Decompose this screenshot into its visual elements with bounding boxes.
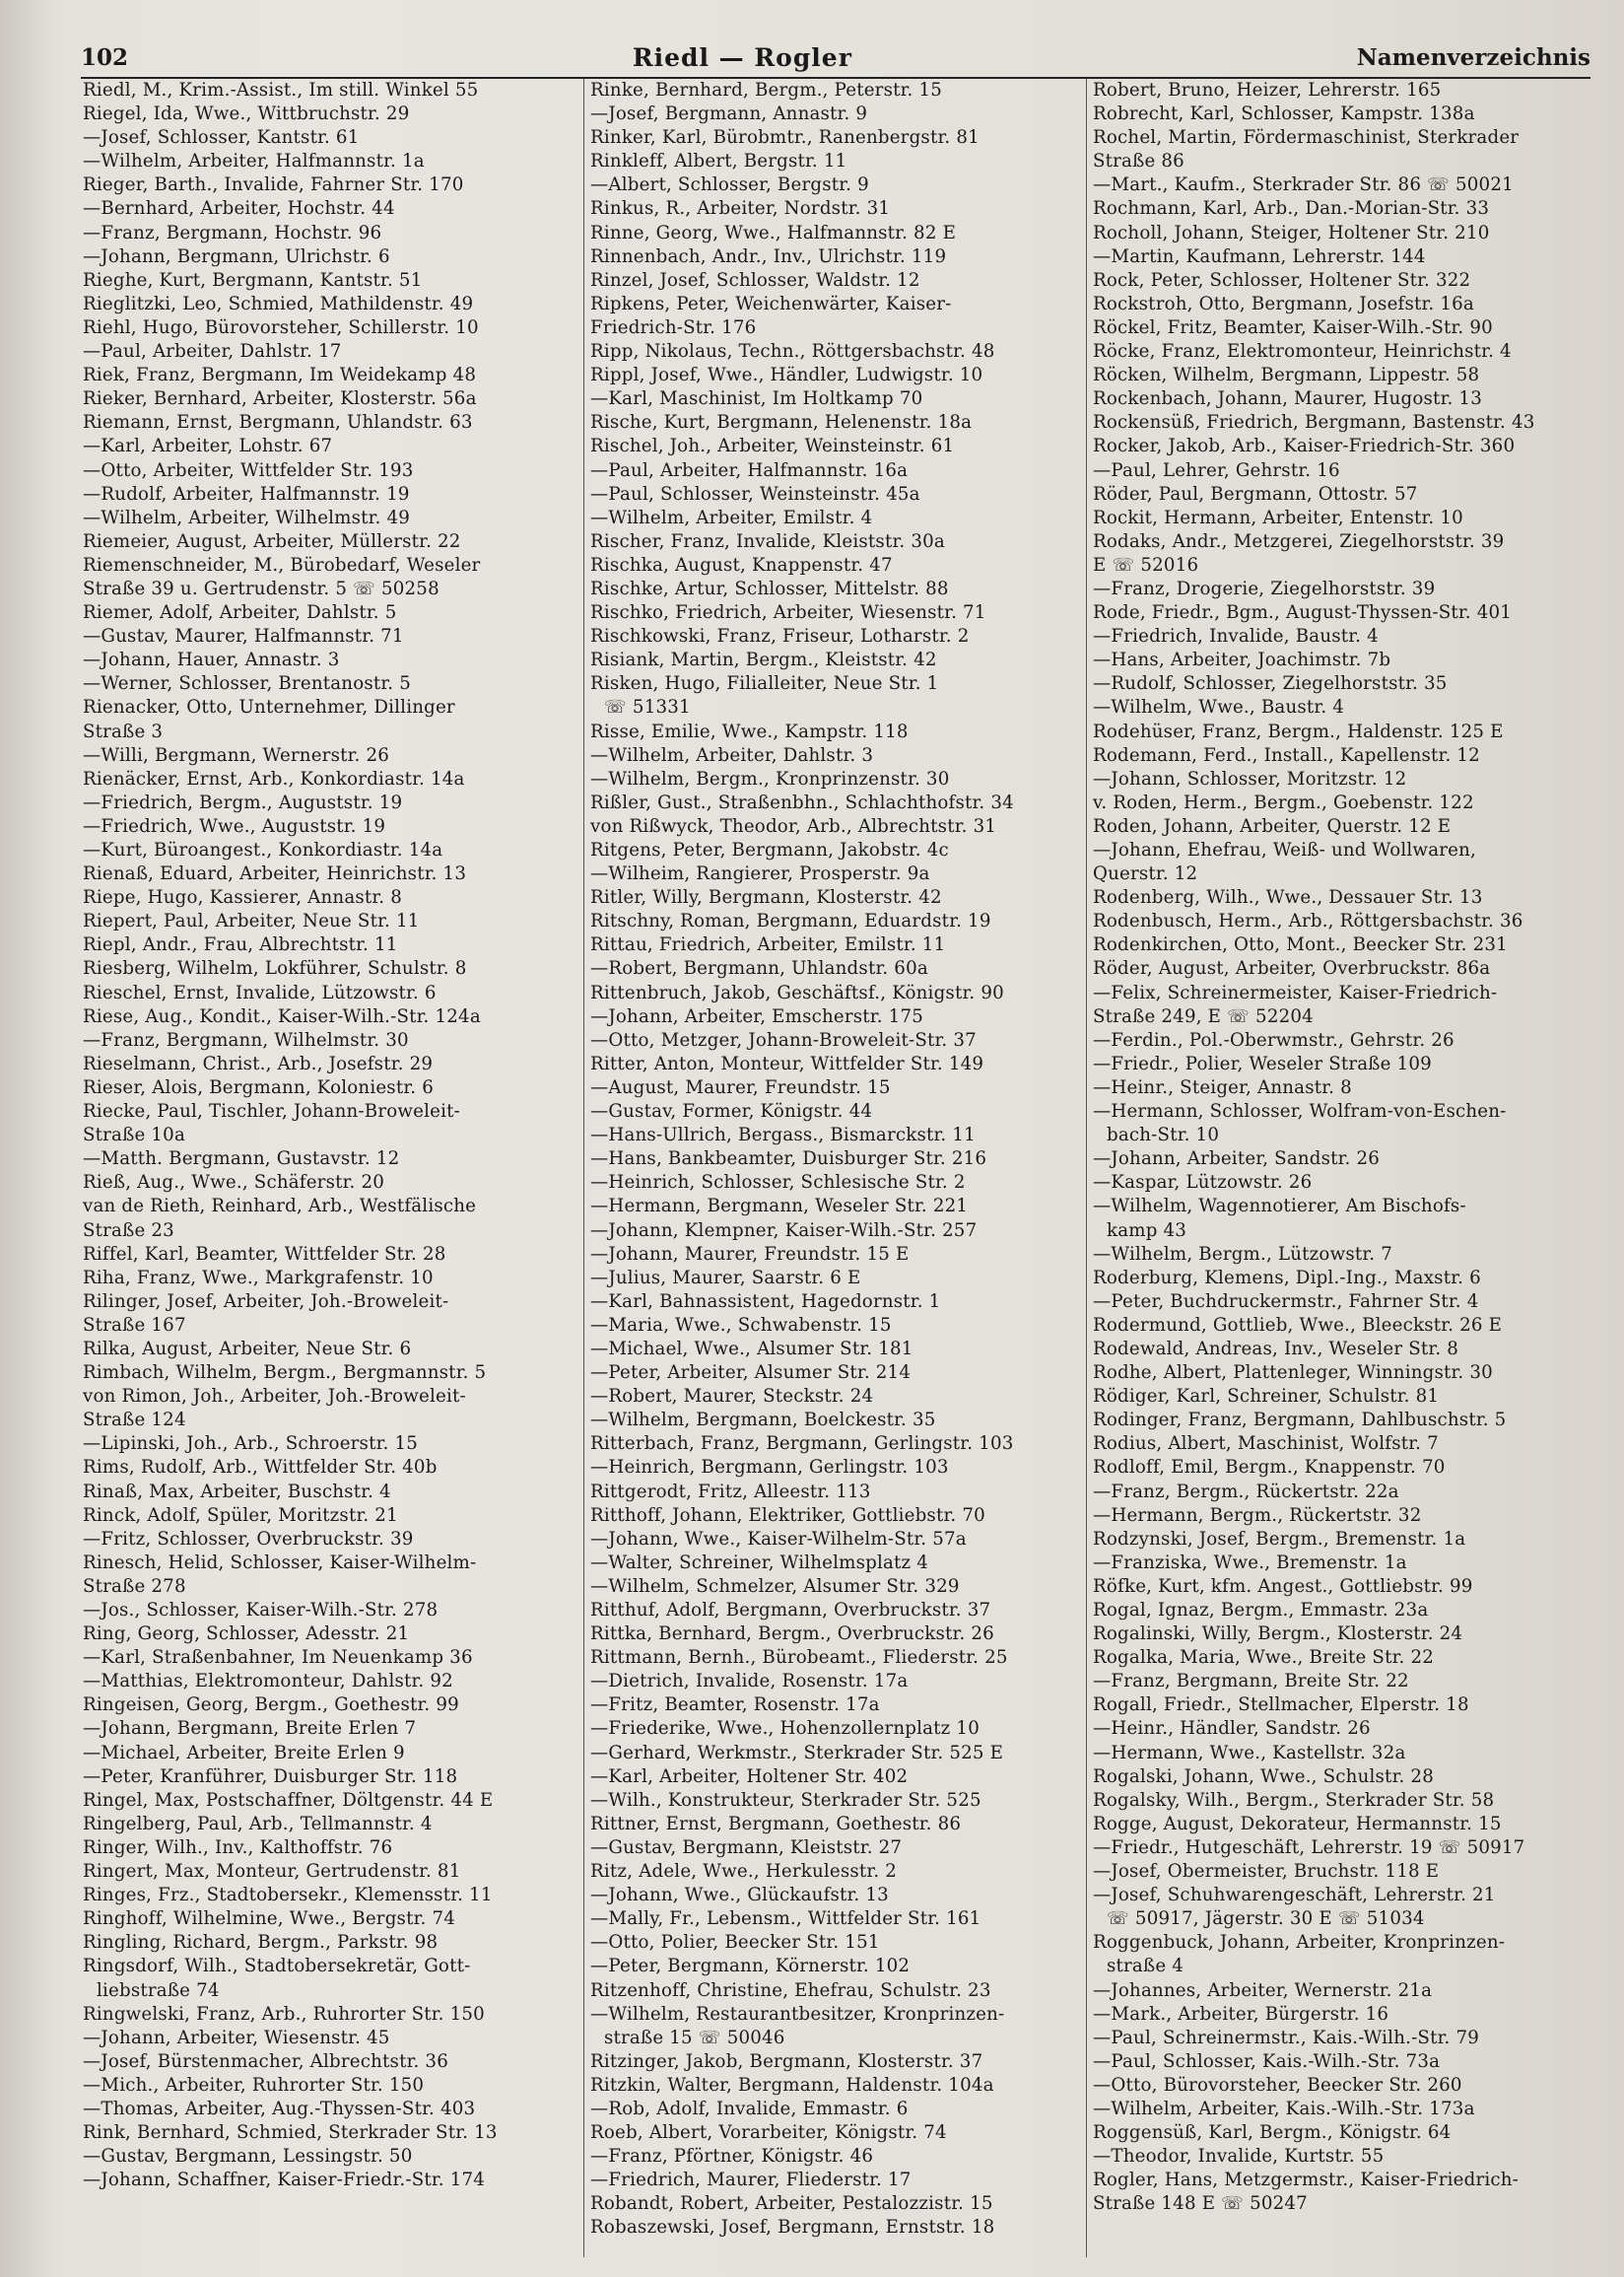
directory-entry: Rinke, Bernhard, Bergm., Peterstr. 15 [590, 80, 943, 101]
directory-entry: Rodenbusch, Herm., Arb., Röttgersbachstr. 36 [1093, 911, 1523, 932]
directory-entry: Ringeisen, Georg, Bergm., Goethestr. 99 [83, 1694, 459, 1716]
directory-entry: Straße 10a [83, 1125, 185, 1146]
directory-entry: Rieschel, Ernst, Invalide, Lützowstr. 6 [83, 982, 437, 1003]
directory-entry: —Franz, Drogerie, Ziegelhorststr. 39 [1093, 578, 1436, 599]
directory-entry: Ripp, Nikolaus, Techn., Röttgersbachstr. 48 [590, 341, 995, 363]
directory-entry: —Wilhelm, Arbeiter, Dahlstr. 3 [590, 744, 874, 766]
directory-entry: Rienäcker, Ernst, Arb., Konkordiastr. 14a [83, 768, 465, 790]
directory-entry: Rittenbruch, Jakob, Geschäftsf., Königstr. 90 [590, 982, 1004, 1003]
directory-entry: Rienacker, Otto, Unternehmer, Dillinger [83, 697, 455, 719]
directory-entry: Rinne, Georg, Wwe., Halfmannstr. 82 E [590, 222, 957, 243]
directory-entry: Rischko, Friedrich, Arbeiter, Wiesenstr. 71 [590, 602, 986, 624]
directory-entry: —Karl, Arbeiter, Lohstr. 67 [83, 436, 333, 457]
directory-entry: Ringling, Richard, Bergm., Parkstr. 98 [83, 1932, 439, 1954]
directory-entry: —Johann, Arbeiter, Emscherstr. 175 [590, 1005, 923, 1027]
directory-entry-continuation: bach-Str. 10 [1107, 1125, 1220, 1146]
directory-entry: Rippl, Josef, Wwe., Händler, Ludwigstr. 10 [590, 365, 983, 386]
directory-entry: Ritz, Adele, Wwe., Herkulesstr. 2 [590, 1861, 898, 1883]
directory-entry: —Otto, Polier, Beecker Str. 151 [590, 1932, 880, 1954]
directory-entry: Roggenbuck, Johann, Arbeiter, Kronprinzen- [1093, 1932, 1506, 1954]
directory-entry: Ritschny, Roman, Bergmann, Eduardstr. 19 [590, 911, 991, 932]
directory-entry: —Franz, Bergmann, Hochstr. 96 [83, 222, 382, 243]
directory-entry: —Paul, Arbeiter, Halfmannstr. 16a [590, 459, 909, 481]
directory-entry: —Wilhelm, Bergm., Kronprinzenstr. 30 [590, 768, 950, 790]
directory-entry: —Franz, Bergmann, Breite Str. 22 [1093, 1671, 1409, 1692]
directory-entry: —Matthias, Elektromonteur, Dahlstr. 92 [83, 1671, 453, 1692]
section-title: Namenverzeichnis [1356, 43, 1590, 71]
directory-entry: Risken, Hugo, Filialleiter, Neue Str. 1 [590, 673, 939, 695]
directory-entry: —Josef, Obermeister, Bruchstr. 118 E [1093, 1861, 1440, 1883]
directory-entry: —Lipinski, Joh., Arb., Schroerstr. 15 [83, 1433, 419, 1455]
directory-entry: Riedl, M., Krim.-Assist., Im still. Winkel 55 [83, 80, 479, 101]
directory-entry: Röcke, Franz, Elektromonteur, Heinrichstr. 4 [1093, 341, 1512, 363]
directory-entry: —Wilhelm, Arbeiter, Emilstr. 4 [590, 507, 873, 528]
directory-entry: Straße 124 [83, 1410, 186, 1431]
directory-entry: —Johannes, Arbeiter, Wernerstr. 21a [1093, 1979, 1433, 2001]
directory-entry: Röfke, Kurt, kfm. Angest., Gottliebstr. 99 [1093, 1575, 1473, 1597]
directory-entry: —Paul, Schlosser, Weinsteinstr. 45a [590, 483, 920, 505]
directory-entry: —Walter, Schreiner, Wilhelmsplatz 4 [590, 1552, 929, 1573]
directory-entry: —Theodor, Invalide, Kurtstr. 55 [1093, 2146, 1385, 2168]
directory-entry: —Otto, Metzger, Johann-Broweleit-Str. 37 [590, 1029, 977, 1051]
directory-entry: Riecke, Paul, Tischler, Johann-Broweleit- [83, 1101, 460, 1123]
directory-entry: Rittmann, Bernh., Bürobeamt., Fliederstr. 25 [590, 1647, 1008, 1669]
directory-entry: —Wilhelm, Bergm., Lützowstr. 7 [1093, 1243, 1393, 1265]
directory-entry: Riegel, Ida, Wwe., Wittbruchstr. 29 [83, 104, 410, 125]
directory-entry-continuation: straße 15 ☏ 50046 [604, 2027, 785, 2048]
directory-entry: Ritzkin, Walter, Bergmann, Haldenstr. 104a [590, 2074, 994, 2096]
directory-entry: Rockstroh, Otto, Bergmann, Josefstr. 16a [1093, 293, 1474, 314]
directory-entry: —Gerhard, Werkmstr., Sterkrader Str. 525 E [590, 1742, 1004, 1763]
directory-entry: Riemeier, August, Arbeiter, Müllerstr. 22 [83, 530, 461, 552]
directory-entry: Röcken, Wilhelm, Bergmann, Lippestr. 58 [1093, 365, 1480, 386]
directory-entry: —Friedr., Hutgeschäft, Lehrerstr. 19 ☏ 50917 [1093, 1836, 1525, 1858]
directory-entry: Ritthoff, Johann, Elektriker, Gottliebstr. 70 [590, 1504, 985, 1526]
directory-entry: Rodermund, Gottlieb, Wwe., Bleeckstr. 26 E [1093, 1314, 1503, 1336]
directory-entry: Riepert, Paul, Arbeiter, Neue Str. 11 [83, 911, 420, 932]
directory-entry: —Franziska, Wwe., Bremenstr. 1a [1093, 1552, 1407, 1573]
directory-entry: Rodaks, Andr., Metzgerei, Ziegelhorststr. 39 [1093, 530, 1505, 552]
directory-entry: Rogalka, Maria, Wwe., Breite Str. 22 [1093, 1647, 1434, 1669]
directory-entry: —Michael, Arbeiter, Breite Erlen 9 [83, 1742, 405, 1763]
directory-entry: Rittner, Ernst, Bergmann, Goethestr. 86 [590, 1813, 962, 1834]
directory-entry: —Wilhelm, Arbeiter, Halfmannstr. 1a [83, 151, 425, 172]
directory-entry: Rilinger, Josef, Arbeiter, Joh.-Broweleit- [83, 1290, 449, 1312]
directory-entry: —Wilhelm, Schmelzer, Alsumer Str. 329 [590, 1575, 960, 1597]
directory-entry: E ☏ 52016 [1093, 554, 1199, 576]
directory-entry: —Jos., Schlosser, Kaiser-Wilh.-Str. 278 [83, 1600, 439, 1621]
directory-entry: Rockensüß, Friedrich, Bergmann, Bastenstr. 43 [1093, 412, 1535, 434]
directory-entry: Rißler, Gust., Straßenbhn., Schlachthofstr. 34 [590, 792, 1014, 813]
directory-entry: —Hans, Arbeiter, Joachimstr. 7b [1093, 650, 1391, 671]
directory-entry: Ripkens, Peter, Weichenwärter, Kaiser- [590, 293, 952, 314]
directory-entry: Ritzinger, Jakob, Bergmann, Klosterstr. 37 [590, 2050, 983, 2072]
directory-entry: Straße 249, E ☏ 52204 [1093, 1005, 1314, 1027]
directory-entry: Rims, Rudolf, Arb., Wittfelder Str. 40b [83, 1457, 438, 1479]
directory-entry: Rinzel, Josef, Schlosser, Waldstr. 12 [590, 269, 920, 291]
directory-entry: —Johann, Schlosser, Moritzstr. 12 [1093, 768, 1407, 790]
directory-entry: —Hermann, Wwe., Kastellstr. 32a [1093, 1742, 1406, 1763]
directory-entry: Rinkleff, Albert, Bergstr. 11 [590, 151, 847, 172]
directory-entry: Rieß, Aug., Wwe., Schäferstr. 20 [83, 1172, 385, 1194]
directory-entry: Ringert, Max, Monteur, Gertrudenstr. 81 [83, 1861, 461, 1883]
directory-entry: —Friedrich, Bergm., Auguststr. 19 [83, 792, 403, 813]
directory-entry: Robrecht, Karl, Schlosser, Kampstr. 138a [1093, 104, 1475, 125]
directory-entry: —Werner, Schlosser, Brentanostr. 5 [83, 673, 412, 695]
directory-entry: —Thomas, Arbeiter, Aug.-Thyssen-Str. 403 [83, 2098, 476, 2119]
directory-entry: —Kaspar, Lützowstr. 26 [1093, 1172, 1313, 1194]
directory-entry: Rodemann, Ferd., Install., Kapellenstr. 12 [1093, 744, 1480, 766]
directory-entry: —Franz, Pförtner, Königstr. 46 [590, 2146, 874, 2168]
directory-entry: Rodenkirchen, Otto, Mont., Beecker Str. 231 [1093, 934, 1508, 956]
directory-entry: —Johann, Bergmann, Breite Erlen 7 [83, 1718, 417, 1740]
directory-entry: Riemenschneider, M., Bürobedarf, Weseler [83, 554, 481, 576]
directory-entry: —Johann, Arbeiter, Wiesenstr. 45 [83, 2027, 390, 2048]
directory-entry: —Gustav, Maurer, Halfmannstr. 71 [83, 626, 404, 648]
directory-entry: Rodloff, Emil, Bergm., Knappenstr. 70 [1093, 1457, 1446, 1479]
directory-entry: Riese, Aug., Kondit., Kaiser-Wilh.-Str. 124a [83, 1005, 481, 1027]
directory-entry: —Heinr., Händler, Sandstr. 26 [1093, 1718, 1371, 1740]
directory-entry: Rischkowski, Franz, Friseur, Lotharstr. 2 [590, 626, 970, 648]
directory-entry: —Felix, Schreinermeister, Kaiser-Friedrich- [1093, 982, 1498, 1003]
directory-entry: —Peter, Bergmann, Körnerstr. 102 [590, 1956, 911, 1977]
directory-entry: —Wilh., Konstrukteur, Sterkrader Str. 525 [590, 1789, 981, 1811]
directory-entry: —Johann, Ehefrau, Weiß- und Wollwaren, [1093, 840, 1476, 861]
directory-entry: von Rißwyck, Theodor, Arb., Albrechtstr. 31 [590, 815, 997, 837]
directory-entry: —Rob, Adolf, Invalide, Emmastr. 6 [590, 2098, 909, 2119]
directory-entry: —Wilhelm, Wagennotierer, Am Bischofs- [1093, 1196, 1466, 1217]
directory-entry: Ringwelski, Franz, Arb., Ruhrorter Str. 150 [83, 2003, 485, 2025]
directory-entry: Riffel, Karl, Beamter, Wittfelder Str. 28 [83, 1243, 446, 1265]
directory-entry: —Paul, Schreinermstr., Kais.-Wilh.-Str. 79 [1093, 2027, 1480, 2048]
directory-entry: Riesberg, Wilhelm, Lokführer, Schulstr. 8 [83, 958, 467, 980]
directory-entry: —Johann, Wwe., Glückaufstr. 13 [590, 1885, 889, 1906]
directory-entry: Straße 23 [83, 1219, 174, 1241]
directory-entry: Ringer, Wilh., Inv., Kalthoffstr. 76 [83, 1836, 393, 1858]
directory-entry: Robandt, Robert, Arbeiter, Pestalozzistr. 15 [590, 2193, 993, 2215]
directory-entry: Ritler, Willy, Bergmann, Klosterstr. 42 [590, 887, 942, 909]
directory-entry: Röder, August, Arbeiter, Overbruckstr. 86a [1093, 958, 1491, 980]
directory-entry: Rittgerodt, Fritz, Alleestr. 113 [590, 1481, 871, 1502]
directory-entry: Rogalinski, Willy, Bergm., Klosterstr. 24 [1093, 1623, 1463, 1645]
directory-entry: —Heinrich, Schlosser, Schlesische Str. 2 [590, 1172, 966, 1194]
directory-entry: Rockenbach, Johann, Maurer, Hugostr. 13 [1093, 388, 1482, 410]
directory-entry: Rittau, Friedrich, Arbeiter, Emilstr. 11 [590, 934, 946, 956]
directory-entry: Rogall, Friedr., Stellmacher, Elperstr. 18 [1093, 1694, 1469, 1716]
directory-entry: Straße 3 [83, 721, 164, 742]
directory-entry: —Johann, Hauer, Annastr. 3 [83, 650, 340, 671]
directory-entry: —Maria, Wwe., Schwabenstr. 15 [590, 1314, 892, 1336]
directory-entry: —Albert, Schlosser, Bergstr. 9 [590, 174, 869, 196]
directory-entry: —Wilhelm, Arbeiter, Wilhelmstr. 49 [83, 507, 411, 528]
directory-entry: —Mally, Fr., Lebensm., Wittfelder Str. 161 [590, 1908, 981, 1930]
directory-entry: Ritthuf, Adolf, Bergmann, Overbruckstr. 37 [590, 1600, 991, 1621]
directory-entry: Röckel, Fritz, Beamter, Kaiser-Wilh.-Str. 90 [1093, 316, 1493, 338]
directory-entry: Rodhe, Albert, Plattenleger, Winningstr. 30 [1093, 1362, 1493, 1384]
directory-entry: Rieglitzki, Leo, Schmied, Mathildenstr. 49 [83, 293, 474, 314]
directory-entry: Rocholl, Johann, Steiger, Holtener Str. 210 [1093, 222, 1490, 243]
directory-entry: —Wilhelm, Bergmann, Boelckestr. 35 [590, 1410, 936, 1431]
directory-entry: Risiank, Martin, Bergm., Kleiststr. 42 [590, 650, 937, 671]
directory-entry: Rodinger, Franz, Bergmann, Dahlbuschstr. 5 [1093, 1410, 1507, 1431]
directory-entry: —Hermann, Schlosser, Wolfram-von-Eschen- [1093, 1101, 1507, 1123]
page-header [81, 37, 1590, 79]
directory-entry: —Johann, Schaffner, Kaiser-Friedr.-Str. 174 [83, 2170, 486, 2191]
directory-entry: Ringel, Max, Postschaffner, Döltgenstr. 44 E [83, 1789, 494, 1811]
directory-entry: —Wilhelm, Restaurantbesitzer, Kronprinzen- [590, 2003, 1005, 2025]
directory-entry: —Paul, Lehrer, Gehrstr. 16 [1093, 459, 1340, 481]
directory-entry: Roderburg, Klemens, Dipl.-Ing., Maxstr. 6 [1093, 1267, 1481, 1288]
directory-entry: Roden, Johann, Arbeiter, Querstr. 12 E [1093, 815, 1452, 837]
directory-entry: —Hans, Bankbeamter, Duisburger Str. 216 [590, 1148, 987, 1170]
directory-entry: Straße 39 u. Gertrudenstr. 5 ☏ 50258 [83, 578, 440, 599]
directory-entry: —Heinrich, Bergmann, Gerlingstr. 103 [590, 1457, 949, 1479]
directory-column-2 [583, 79, 1086, 2257]
directory-entry: —Franz, Bergm., Rückertstr. 22a [1093, 1481, 1399, 1502]
directory-entry: —Wilheim, Rangierer, Prosperstr. 9a [590, 863, 930, 885]
directory-entry: Rockit, Hermann, Arbeiter, Entenstr. 10 [1093, 507, 1463, 528]
directory-entry: von Rimon, Joh., Arbeiter, Joh.-Broweleit- [83, 1386, 466, 1408]
directory-entry: —Gustav, Bergmann, Lessingstr. 50 [83, 2146, 413, 2168]
directory-entry: Ritterbach, Franz, Bergmann, Gerlingstr. 103 [590, 1433, 1014, 1455]
directory-entry: —Otto, Bürovorsteher, Beecker Str. 260 [1093, 2074, 1462, 2096]
directory-entry: Rienaß, Eduard, Arbeiter, Heinrichstr. 13 [83, 863, 467, 885]
directory-entry-continuation: ☏ 50917, Jägerstr. 30 E ☏ 51034 [1107, 1908, 1425, 1930]
directory-entry: —Peter, Kranführer, Duisburger Str. 118 [83, 1765, 458, 1787]
directory-entry: Rodius, Albert, Maschinist, Wolfstr. 7 [1093, 1433, 1439, 1455]
directory-entry: —Ferdin., Pol.-Oberwmstr., Gehrstr. 26 [1093, 1029, 1455, 1051]
directory-entry: Rimbach, Wilhelm, Bergm., Bergmannstr. 5 [83, 1362, 487, 1384]
directory-entry: —Otto, Arbeiter, Wittfelder Str. 193 [83, 459, 414, 481]
directory-entry: Rischer, Franz, Invalide, Kleiststr. 30a [590, 530, 945, 552]
directory-entry: —Gustav, Former, Königstr. 44 [590, 1101, 873, 1123]
directory-entry: —Josef, Schuhwarengeschäft, Lehrerstr. 21 [1093, 1885, 1496, 1906]
directory-entry: —Johann, Klempner, Kaiser-Wilh.-Str. 257 [590, 1219, 978, 1241]
directory-entry: Rieker, Bernhard, Arbeiter, Klosterstr. 56a [83, 388, 477, 410]
directory-entry: Riemann, Ernst, Bergmann, Uhlandstr. 63 [83, 412, 473, 434]
directory-entry: Riek, Franz, Bergmann, Im Weidekamp 48 [83, 365, 477, 386]
directory-entry: Rochel, Martin, Fördermaschinist, Sterkrader [1093, 127, 1520, 149]
directory-entry: Rinaß, Max, Arbeiter, Buschstr. 4 [83, 1481, 391, 1502]
directory-entry: —Friederike, Wwe., Hohenzollernplatz 10 [590, 1718, 980, 1740]
directory-entry: Rogalski, Johann, Wwe., Schulstr. 28 [1093, 1765, 1434, 1787]
directory-entry-continuation: liebstraße 74 [97, 1979, 220, 2001]
directory-entry: —Josef, Schlosser, Kantstr. 61 [83, 127, 360, 149]
directory-entry: Rieghe, Kurt, Bergmann, Kantstr. 51 [83, 269, 423, 291]
directory-entry: —Hermann, Bergmann, Weseler Str. 221 [590, 1196, 969, 1217]
directory-entry: Rodzynski, Josef, Bergm., Bremenstr. 1a [1093, 1528, 1466, 1550]
directory-entry: —Karl, Maschinist, Im Holtkamp 70 [590, 388, 923, 410]
directory-entry: Rogge, August, Dekorateur, Hermannstr. 15 [1093, 1813, 1502, 1834]
directory-entry: —Karl, Arbeiter, Holtener Str. 402 [590, 1765, 909, 1787]
directory-column-1 [81, 79, 583, 2257]
directory-entry: Rische, Kurt, Bergmann, Helenenstr. 18a [590, 412, 973, 434]
directory-entry: Rieselmann, Christ., Arb., Josefstr. 29 [83, 1053, 434, 1074]
directory-entry: Ringes, Frz., Stadtobersekr., Klemensstr. 11 [83, 1885, 493, 1906]
directory-entry: Rinesch, Helid, Schlosser, Kaiser-Wilhelm- [83, 1552, 477, 1573]
directory-entry: van de Rieth, Reinhard, Arb., Westfälische [83, 1196, 477, 1217]
directory-entry: —Johann, Arbeiter, Sandstr. 26 [1093, 1148, 1381, 1170]
directory-entry: Riehl, Hugo, Bürovorsteher, Schillerstr. 10 [83, 316, 479, 338]
directory-entry: —Mart., Kaufm., Sterkrader Str. 86 ☏ 50021 [1093, 174, 1514, 196]
directory-entry: —Johann, Wwe., Kaiser-Wilhelm-Str. 57a [590, 1528, 967, 1550]
directory-entry: Roeb, Albert, Vorarbeiter, Königstr. 74 [590, 2122, 947, 2144]
directory-entry: —Robert, Bergmann, Uhlandstr. 60a [590, 958, 928, 980]
directory-entry: Rinkus, R., Arbeiter, Nordstr. 31 [590, 198, 891, 220]
directory-entry: Roggensüß, Karl, Bergm., Königstr. 64 [1093, 2122, 1452, 2144]
directory-entry: —Matth. Bergmann, Gustavstr. 12 [83, 1148, 400, 1170]
directory-entry: —Julius, Maurer, Saarstr. 6 E [590, 1267, 861, 1288]
directory-entry: —Johann, Bergmann, Ulrichstr. 6 [83, 245, 390, 267]
directory-entry: —Wilhelm, Arbeiter, Kais.-Wilh.-Str. 173a [1093, 2098, 1475, 2119]
directory-entry: Ritter, Anton, Monteur, Wittfelder Str. 149 [590, 1053, 984, 1074]
directory-entry: —Rudolf, Arbeiter, Halfmannstr. 19 [83, 483, 410, 505]
directory-entry: Ringhoff, Wilhelmine, Wwe., Bergstr. 74 [83, 1908, 455, 1930]
directory-entry: Riha, Franz, Wwe., Markgrafenstr. 10 [83, 1267, 434, 1288]
directory-entry: Risse, Emilie, Wwe., Kampstr. 118 [590, 721, 909, 742]
running-title: Riedl — Rogler [632, 42, 852, 72]
directory-entry: —Paul, Arbeiter, Dahlstr. 17 [83, 341, 342, 363]
directory-entry-continuation: straße 4 [1107, 1956, 1184, 1977]
directory-entry-continuation: ☏ 51331 [604, 697, 691, 719]
directory-entry: Rinker, Karl, Bürobmtr., Ranenbergstr. 81 [590, 127, 980, 149]
directory-entry: —Peter, Arbeiter, Alsumer Str. 214 [590, 1362, 912, 1384]
directory-entry: Robaszewski, Josef, Bergmann, Ernststr. 18 [590, 2217, 995, 2239]
directory-entry: —Paul, Schlosser, Kais.-Wilh.-Str. 73a [1093, 2050, 1441, 2072]
directory-entry: Rodenberg, Wilh., Wwe., Dessauer Str. 13 [1093, 887, 1483, 909]
directory-entry: Rock, Peter, Schlosser, Holtener Str. 322 [1093, 269, 1471, 291]
directory-entry: Robert, Bruno, Heizer, Lehrerstr. 165 [1093, 80, 1442, 101]
directory-entry: Riemer, Adolf, Arbeiter, Dahlstr. 5 [83, 602, 397, 624]
directory-entry: Querstr. 12 [1093, 863, 1198, 885]
directory-entry: Ringsdorf, Wilh., Stadtobersekretär, Gott- [83, 1956, 471, 1977]
directory-entry: Riepl, Andr., Frau, Albrechtstr. 11 [83, 934, 398, 956]
directory-entry: —August, Maurer, Freundstr. 15 [590, 1076, 891, 1098]
directory-entry-continuation: kamp 43 [1107, 1219, 1187, 1241]
directory-entry: —Karl, Bahnassistent, Hagedornstr. 1 [590, 1290, 941, 1312]
directory-entry: —Friedrich, Invalide, Baustr. 4 [1093, 626, 1379, 648]
directory-entry: —Dietrich, Invalide, Rosenstr. 17a [590, 1671, 909, 1692]
directory-entry: Rodehüser, Franz, Bergm., Haldenstr. 125 E [1093, 721, 1504, 742]
directory-entry: —Bernhard, Arbeiter, Hochstr. 44 [83, 198, 395, 220]
directory-entry: Ringelberg, Paul, Arb., Tellmannstr. 4 [83, 1813, 433, 1834]
directory-entry: Rieser, Alois, Bergmann, Koloniestr. 6 [83, 1076, 434, 1098]
directory-column-3 [1086, 79, 1589, 2257]
directory-entry: —Gustav, Bergmann, Kleiststr. 27 [590, 1836, 903, 1858]
directory-entry: —Fritz, Schlosser, Overbruckstr. 39 [83, 1528, 414, 1550]
directory-entry: Röder, Paul, Bergmann, Ottostr. 57 [1093, 483, 1418, 505]
directory-entry: Rogler, Hans, Metzgermstr., Kaiser-Friedrich- [1093, 2170, 1520, 2191]
directory-entry: Rödiger, Karl, Schreiner, Schulstr. 81 [1093, 1386, 1440, 1408]
directory-entry: Rogalsky, Wilh., Bergm., Sterkrader Str. 58 [1093, 1789, 1495, 1811]
directory-entry: Rischke, Artur, Schlosser, Mittelstr. 88 [590, 578, 949, 599]
directory-entry: —Willi, Bergmann, Wernerstr. 26 [83, 744, 390, 766]
directory-columns [81, 79, 1590, 2257]
directory-entry: Rieger, Barth., Invalide, Fahrner Str. 170 [83, 174, 464, 196]
directory-entry: Rochmann, Karl, Arb., Dan.-Morian-Str. 33 [1093, 198, 1490, 220]
directory-entry: Ritgens, Peter, Bergmann, Jakobstr. 4c [590, 840, 949, 861]
directory-entry: Straße 167 [83, 1314, 186, 1336]
directory-entry: —Josef, Bergmann, Annastr. 9 [590, 104, 868, 125]
directory-entry: Riepe, Hugo, Kassierer, Annastr. 8 [83, 887, 403, 909]
directory-entry: Rischel, Joh., Arbeiter, Weinsteinstr. 61 [590, 436, 955, 457]
directory-entry: —Hermann, Bergm., Rückertstr. 32 [1093, 1504, 1422, 1526]
directory-entry: Rinck, Adolf, Spüler, Moritzstr. 21 [83, 1504, 398, 1526]
directory-entry: Rinnenbach, Andr., Inv., Ulrichstr. 119 [590, 245, 947, 267]
directory-entry: Rischka, August, Knappenstr. 47 [590, 554, 893, 576]
directory-entry: Ritzenhoff, Christine, Ehefrau, Schulstr. 23 [590, 1979, 991, 2001]
directory-entry: —Hans-Ullrich, Bergass., Bismarckstr. 11 [590, 1125, 976, 1146]
directory-entry: —Franz, Bergmann, Wilhelmstr. 30 [83, 1029, 409, 1051]
directory-entry: Ring, Georg, Schlosser, Adesstr. 21 [83, 1623, 410, 1645]
directory-entry: —Kurt, Büroangest., Konkordiastr. 14a [83, 840, 443, 861]
directory-entry: Rittka, Bernhard, Bergm., Overbruckstr. 26 [590, 1623, 994, 1645]
directory-entry: Straße 148 E ☏ 50247 [1093, 2193, 1308, 2215]
directory-entry: —Peter, Buchdruckermstr., Fahrner Str. 4 [1093, 1290, 1479, 1312]
directory-entry: —Fritz, Beamter, Rosenstr. 17a [590, 1694, 880, 1716]
directory-entry: Rilka, August, Arbeiter, Neue Str. 6 [83, 1338, 412, 1359]
directory-entry: Rink, Bernhard, Schmied, Sterkrader Str. 13 [83, 2122, 498, 2144]
directory-entry: —Rudolf, Schlosser, Ziegelhorststr. 35 [1093, 673, 1448, 695]
directory-entry: —Friedrich, Wwe., Auguststr. 19 [83, 815, 386, 837]
directory-entry: —Karl, Straßenbahner, Im Neuenkamp 36 [83, 1647, 473, 1669]
page-number: 102 [81, 43, 129, 71]
directory-entry: —Robert, Maurer, Steckstr. 24 [590, 1386, 874, 1408]
directory-entry: v. Roden, Herm., Bergm., Goebenstr. 122 [1093, 792, 1474, 813]
directory-entry: —Mark., Arbeiter, Bürgerstr. 16 [1093, 2003, 1389, 2025]
directory-entry: —Mich., Arbeiter, Ruhrorter Str. 150 [83, 2074, 425, 2096]
directory-entry: —Johann, Maurer, Freundstr. 15 E [590, 1243, 910, 1265]
directory-entry: —Wilhelm, Wwe., Baustr. 4 [1093, 697, 1345, 719]
directory-entry: —Martin, Kaufmann, Lehrerstr. 144 [1093, 245, 1426, 267]
directory-entry: Rode, Friedr., Bgm., August-Thyssen-Str. 401 [1093, 602, 1513, 624]
directory-entry: —Michael, Wwe., Alsumer Str. 181 [590, 1338, 914, 1359]
directory-entry: Rogal, Ignaz, Bergm., Emmastr. 23a [1093, 1600, 1429, 1621]
directory-entry: —Josef, Bürstenmacher, Albrechtstr. 36 [83, 2050, 448, 2072]
directory-entry: —Heinr., Steiger, Annastr. 8 [1093, 1076, 1352, 1098]
directory-entry: Straße 278 [83, 1575, 186, 1597]
directory-entry: —Friedr., Polier, Weseler Straße 109 [1093, 1053, 1432, 1074]
directory-entry: Rocker, Jakob, Arb., Kaiser-Friedrich-Str. 360 [1093, 436, 1516, 457]
directory-entry: Straße 86 [1093, 151, 1184, 172]
directory-entry: —Friedrich, Maurer, Fliederstr. 17 [590, 2170, 912, 2191]
directory-entry: Rodewald, Andreas, Inv., Weseler Str. 8 [1093, 1338, 1459, 1359]
directory-entry: Friedrich-Str. 176 [590, 316, 757, 338]
